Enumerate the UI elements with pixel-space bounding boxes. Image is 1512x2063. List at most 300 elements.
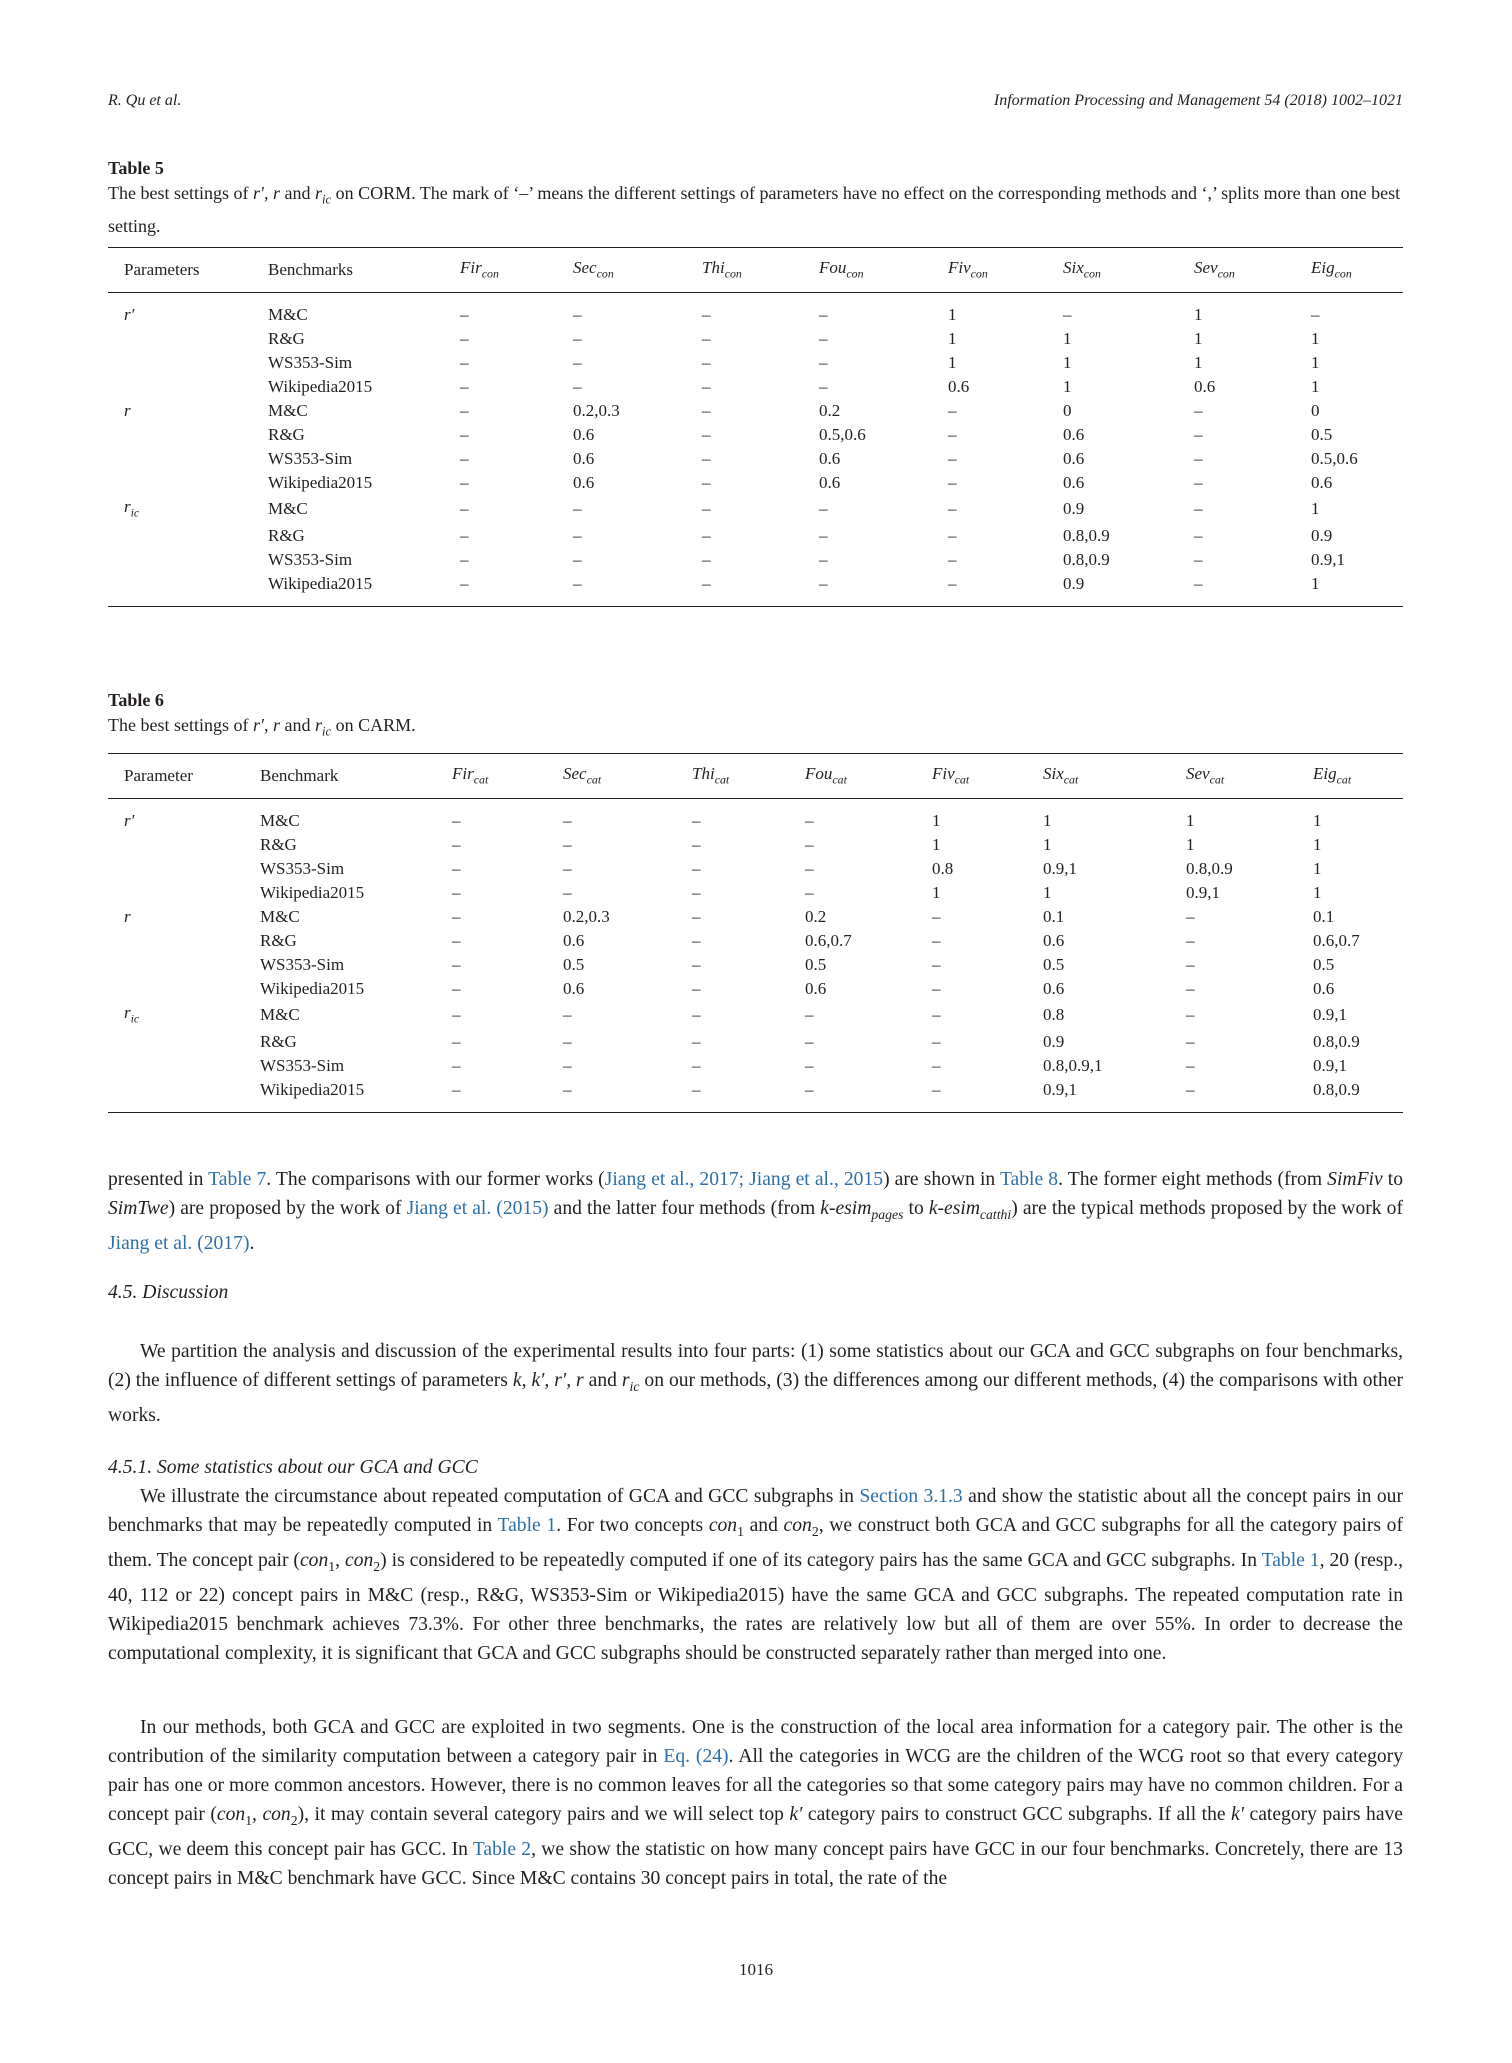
- param-symbol: r: [621, 1370, 630, 1391]
- value-cell: 0.9,1: [1311, 549, 1345, 569]
- text: .: [249, 1232, 255, 1254]
- parameter-cell: [108, 471, 268, 495]
- value-cell: 0.5: [563, 954, 585, 974]
- value-cell: 1: [1043, 834, 1052, 854]
- value-cell: 1: [1311, 376, 1320, 396]
- text: ) is considered to be repeatedly computed if one of its category pairs has the same GCA and GCC subgraphs. In: [380, 1549, 1262, 1571]
- value-cell: 1: [1313, 834, 1322, 854]
- text: In our methods, both GCA and GCC are exploited in two segments. One is the construction of the local area information for a category pair. The other is the contribution of the similarity computation between a category pair in: [108, 1717, 1403, 1767]
- column-header-sub: cat: [1063, 772, 1079, 787]
- column-header-base: Thi: [692, 763, 715, 783]
- value-cell: 0.6: [1194, 376, 1216, 396]
- header-journal: Information Processing and Management 54 (2018) 1002–1021: [993, 92, 1403, 109]
- value-cell: –: [1194, 448, 1203, 468]
- table-row: [108, 1030, 1403, 1054]
- value-cell: –: [1311, 304, 1320, 324]
- value-cell: –: [819, 525, 828, 545]
- column-header-sub: cat: [954, 772, 970, 787]
- value-cell: –: [948, 549, 957, 569]
- link-table2[interactable]: Table 2: [472, 1838, 532, 1860]
- column-header-sub: con: [846, 266, 864, 281]
- parameter-cell: [108, 548, 268, 572]
- caption-symbol: r: [314, 183, 322, 203]
- value-cell: –: [1186, 930, 1195, 950]
- link-table7[interactable]: Table 7: [208, 1169, 267, 1190]
- value-cell: –: [932, 1031, 941, 1051]
- symbol-sub: 1: [328, 1558, 336, 1574]
- text: to: [903, 1198, 929, 1219]
- column-header-method: [1313, 753, 1403, 798]
- benchmark-cell: Wikipedia2015: [260, 978, 365, 998]
- table5: [108, 247, 1403, 607]
- value-cell: 0.6: [573, 424, 595, 444]
- value-cell: 0.8,0.9: [1063, 549, 1110, 569]
- table6: [108, 753, 1403, 1113]
- link-jiang-2017[interactable]: Jiang et al. (2017): [108, 1232, 250, 1254]
- value-cell: –: [563, 1031, 572, 1051]
- param-symbols: k, k′, r′, r: [512, 1370, 584, 1391]
- value-cell: 0.6,0.7: [805, 930, 852, 950]
- text: ), it may contain several category pairs and we will select top: [297, 1804, 790, 1825]
- value-cell: –: [819, 573, 828, 593]
- parameter-cell: [108, 977, 260, 1001]
- symbol: con: [345, 1549, 374, 1571]
- text: We illustrate the circumstance about repeated computation of GCA and GCC subgraphs in: [140, 1486, 860, 1507]
- column-header-base: Sec: [563, 763, 587, 783]
- value-cell: –: [819, 328, 828, 348]
- value-cell: 0: [1063, 400, 1072, 420]
- text: and: [743, 1515, 784, 1536]
- column-header-sub: con: [970, 266, 988, 281]
- value-cell: –: [563, 858, 572, 878]
- value-cell: 0.9,1: [1313, 1055, 1347, 1075]
- column-header-method: [1194, 247, 1311, 292]
- value-cell: –: [702, 424, 711, 444]
- value-cell: –: [702, 328, 711, 348]
- value-cell: –: [692, 1055, 701, 1075]
- value-cell: –: [692, 930, 701, 950]
- column-header-sub: cat: [832, 772, 847, 787]
- table5-caption: [108, 180, 1403, 239]
- value-cell: 1: [1311, 573, 1320, 593]
- parameter-symbol: r: [124, 906, 131, 926]
- table-row: [108, 495, 1403, 524]
- value-cell: –: [1186, 1005, 1195, 1025]
- link-table8[interactable]: Table 8: [999, 1169, 1059, 1190]
- value-cell: –: [702, 304, 711, 324]
- value-cell: 0.2,0.3: [573, 400, 620, 420]
- page-number: 1016: [739, 1960, 773, 1979]
- value-cell: 1: [1194, 328, 1203, 348]
- column-header-parameter: Parameters: [124, 259, 200, 279]
- table-row: [108, 857, 1403, 881]
- value-cell: –: [692, 978, 701, 998]
- link-section-3-1-3[interactable]: Section 3.1.3: [859, 1486, 963, 1507]
- value-cell: 0.1: [1043, 906, 1065, 926]
- value-cell: 0.5: [805, 954, 827, 974]
- value-cell: 1: [948, 328, 957, 348]
- symbol: k′: [1231, 1804, 1245, 1825]
- column-header-base: Sev: [1186, 763, 1210, 783]
- value-cell: –: [452, 834, 461, 854]
- value-cell: –: [452, 882, 461, 902]
- value-cell: 0.5: [1313, 954, 1335, 974]
- value-cell: –: [573, 525, 582, 545]
- table6-block: [108, 688, 1403, 1113]
- table5-title: Table 5: [108, 158, 164, 178]
- value-cell: –: [452, 858, 461, 878]
- parameter-cell: [108, 399, 268, 423]
- link-jiang-2015[interactable]: Jiang et al. (2015): [406, 1198, 549, 1219]
- value-cell: –: [805, 1079, 814, 1099]
- value-cell: 0.8,0.9,1: [1043, 1055, 1103, 1075]
- paragraph-3: [108, 1482, 1403, 1668]
- column-header-base: Fou: [805, 763, 833, 783]
- value-cell: –: [702, 472, 711, 492]
- caption-text: on CORM. The mark of ‘–’ means the different settings of parameters have no effect on the corresponding methods and ‘,’ splits more than one best setting.: [108, 183, 1401, 236]
- value-cell: –: [1194, 499, 1203, 519]
- value-cell: –: [452, 1031, 461, 1051]
- benchmark-cell: WS353-Sim: [260, 954, 345, 974]
- method-sub: catthi: [979, 1206, 1012, 1222]
- table-row: [108, 977, 1403, 1001]
- value-cell: 1: [1311, 352, 1320, 372]
- value-cell: –: [460, 304, 469, 324]
- value-cell: 0.1: [1313, 906, 1335, 926]
- value-cell: –: [1186, 1079, 1195, 1099]
- caption-text: on CARM.: [331, 715, 416, 735]
- column-header-method: [702, 247, 819, 292]
- column-header-base: Fiv: [948, 257, 971, 277]
- parameter-cell: [108, 423, 268, 447]
- column-header-method: [932, 753, 1043, 798]
- column-header-base: Fou: [819, 257, 847, 277]
- value-cell: –: [573, 352, 582, 372]
- value-cell: –: [948, 448, 957, 468]
- column-header-sub: cat: [714, 772, 730, 787]
- value-cell: –: [573, 376, 582, 396]
- value-cell: –: [932, 1055, 941, 1075]
- value-cell: 0.6: [1043, 978, 1065, 998]
- value-cell: –: [460, 472, 469, 492]
- column-header-base: Fiv: [932, 763, 955, 783]
- value-cell: 0.6: [563, 978, 585, 998]
- parameter-cell: [108, 905, 260, 929]
- text: and the latter four methods (from: [548, 1198, 821, 1219]
- benchmark-cell: WS353-Sim: [268, 448, 353, 468]
- value-cell: 1: [1194, 352, 1203, 372]
- value-cell: –: [692, 1079, 701, 1099]
- value-cell: –: [563, 1079, 572, 1099]
- value-cell: –: [702, 448, 711, 468]
- table6-caption: [108, 712, 1403, 745]
- value-cell: 0.2: [819, 400, 841, 420]
- column-header-sub: con: [1334, 266, 1352, 281]
- value-cell: –: [460, 448, 469, 468]
- parameter-cell: [108, 1001, 260, 1030]
- value-cell: –: [573, 549, 582, 569]
- caption-text: and: [279, 715, 315, 735]
- value-cell: –: [1194, 400, 1203, 420]
- text: , we construct both GCA and GCC subgraphs for all the category pairs of them. The concept pair (: [108, 1515, 1403, 1571]
- value-cell: –: [460, 549, 469, 569]
- symbol: con: [783, 1515, 812, 1536]
- value-cell: 0.9,1: [1186, 882, 1220, 902]
- link-jiang-citations[interactable]: Jiang et al., 2017; Jiang et al., 2015: [604, 1169, 884, 1190]
- symbol-sub: 2: [373, 1558, 381, 1574]
- value-cell: –: [573, 573, 582, 593]
- value-cell: –: [1194, 525, 1203, 545]
- column-header-base: Eig: [1313, 763, 1337, 783]
- benchmark-cell: Wikipedia2015: [260, 882, 365, 902]
- table-row: [108, 447, 1403, 471]
- value-cell: 0.6: [819, 472, 841, 492]
- parameter-cell: [108, 1030, 260, 1054]
- benchmark-cell: WS353-Sim: [268, 549, 353, 569]
- column-header-sub: con: [1217, 266, 1235, 281]
- benchmark-cell: Wikipedia2015: [268, 376, 373, 396]
- value-cell: 0.8,0.9: [1313, 1079, 1360, 1099]
- column-header-benchmark: Benchmark: [260, 765, 339, 785]
- column-header-sub: con: [724, 266, 742, 281]
- table-row: [108, 375, 1403, 399]
- value-cell: 0.5,0.6: [1311, 448, 1358, 468]
- table-row: [108, 292, 1403, 327]
- section-heading-4-5-1: 4.5.1. Some statistics about our GCA and GCC: [108, 1457, 478, 1478]
- text: category pairs have GCC, we deem this concept pair has GCC. In: [108, 1804, 1404, 1860]
- table-row: [108, 881, 1403, 905]
- table-row: [108, 548, 1403, 572]
- table5-block: [108, 156, 1403, 607]
- value-cell: –: [932, 906, 941, 926]
- text: ) are proposed by the work of: [168, 1198, 407, 1219]
- table-row: [108, 1078, 1403, 1113]
- text: We partition the analysis and discussion of the experimental results into four parts: (1) some statistics about our GCA and GCC subgraphs on four benchmarks, (2) the influence of different settings of parameters: [108, 1341, 1403, 1391]
- table-row: [108, 1001, 1403, 1030]
- caption-symbol: r′: [252, 183, 264, 203]
- caption-text: The best settings of: [108, 183, 253, 203]
- value-cell: 0.6: [1313, 978, 1335, 998]
- value-cell: –: [702, 400, 711, 420]
- paragraph-2: [108, 1337, 1403, 1430]
- column-header-base: Thi: [702, 257, 725, 277]
- value-cell: –: [819, 352, 828, 372]
- table-row: [108, 905, 1403, 929]
- text: ,: [335, 1549, 345, 1571]
- value-cell: 1: [1313, 858, 1322, 878]
- value-cell: –: [702, 499, 711, 519]
- value-cell: –: [452, 930, 461, 950]
- parameter-cell: [108, 833, 260, 857]
- link-table1[interactable]: Table 1: [1261, 1549, 1320, 1571]
- value-cell: –: [819, 304, 828, 324]
- parameter-cell: [108, 524, 268, 548]
- text: presented in: [108, 1169, 209, 1190]
- value-cell: –: [452, 1055, 461, 1075]
- text: and show the statistic about all the concept pairs in our benchmarks that may be repeatedly computed in: [108, 1486, 1403, 1536]
- value-cell: 1: [1311, 328, 1320, 348]
- value-cell: 0.9,1: [1313, 1005, 1347, 1025]
- column-header-parameter: Parameter: [124, 765, 193, 785]
- symbol: con: [708, 1515, 738, 1536]
- value-cell: 1: [1043, 810, 1052, 830]
- value-cell: 0.6: [1063, 448, 1085, 468]
- value-cell: 0.8,0.9: [1313, 1031, 1360, 1051]
- value-cell: 1: [1186, 834, 1195, 854]
- symbol: con: [299, 1549, 329, 1571]
- link-table1[interactable]: Table 1: [497, 1515, 557, 1536]
- column-header-sub: cat: [586, 772, 602, 787]
- parameter-symbol: r′: [124, 810, 135, 830]
- column-header-method: [573, 247, 702, 292]
- column-header-method: [692, 753, 805, 798]
- column-header-sub: cat: [1209, 772, 1225, 787]
- value-cell: –: [460, 424, 469, 444]
- value-cell: 0.9,1: [1043, 1079, 1077, 1099]
- column-header-method: [563, 753, 692, 798]
- value-cell: 0.6: [948, 376, 970, 396]
- benchmark-cell: M&C: [260, 906, 300, 926]
- value-cell: 0.8: [932, 858, 954, 878]
- value-cell: 1: [1194, 304, 1203, 324]
- value-cell: –: [948, 573, 957, 593]
- value-cell: 0.6: [1311, 472, 1333, 492]
- value-cell: 1: [948, 352, 957, 372]
- column-header-sub: cat: [1336, 772, 1352, 787]
- method-name: k-esim: [820, 1198, 872, 1219]
- column-header-method: [1063, 247, 1194, 292]
- value-cell: –: [1063, 304, 1072, 324]
- parameter-symbol-sub: ic: [130, 504, 140, 519]
- value-cell: –: [805, 834, 814, 854]
- text: . The comparisons with our former works (: [266, 1169, 605, 1190]
- text: ,: [252, 1804, 263, 1825]
- link-eq-24[interactable]: Eq. (24): [663, 1746, 729, 1767]
- value-cell: –: [1194, 573, 1203, 593]
- text: . All the categories in WCG are the children of the WCG root so that every category pair has one or more common ancestors. However, there is no common leaves for all the categories so that some category pairs may have no common children. For a concept pair (: [108, 1746, 1404, 1825]
- value-cell: –: [948, 472, 957, 492]
- benchmark-cell: M&C: [268, 400, 308, 420]
- parameter-cell: [108, 929, 260, 953]
- table-row: [108, 423, 1403, 447]
- value-cell: –: [692, 1005, 701, 1025]
- parameter-symbol: r: [124, 496, 131, 516]
- value-cell: –: [563, 1055, 572, 1075]
- parameter-cell: [108, 857, 260, 881]
- symbol: con: [262, 1804, 291, 1825]
- table6-title: Table 6: [108, 690, 164, 710]
- symbol: k′: [789, 1804, 803, 1825]
- value-cell: 0.6: [1063, 424, 1085, 444]
- value-cell: 0.5,0.6: [819, 424, 866, 444]
- benchmark-cell: WS353-Sim: [260, 858, 345, 878]
- text: ) are shown in: [883, 1169, 1000, 1190]
- value-cell: –: [563, 1005, 572, 1025]
- symbol-sub: 2: [811, 1523, 819, 1539]
- value-cell: 1: [1063, 376, 1072, 396]
- parameter-symbol: r: [124, 400, 131, 420]
- column-header-method: [1311, 247, 1403, 292]
- value-cell: –: [1186, 1031, 1195, 1051]
- value-cell: 0.6,0.7: [1313, 930, 1360, 950]
- value-cell: 1: [932, 834, 941, 854]
- value-cell: 0.9: [1063, 573, 1085, 593]
- table-row: [108, 327, 1403, 351]
- parameter-cell: [108, 1054, 260, 1078]
- value-cell: 1: [1313, 810, 1322, 830]
- value-cell: –: [1186, 978, 1195, 998]
- text: . For two concepts: [556, 1515, 709, 1536]
- value-cell: –: [932, 978, 941, 998]
- column-header-method: [805, 753, 932, 798]
- value-cell: –: [932, 954, 941, 974]
- text: and: [583, 1370, 622, 1391]
- value-cell: 0.8,0.9: [1186, 858, 1233, 878]
- value-cell: –: [692, 954, 701, 974]
- value-cell: –: [805, 810, 814, 830]
- value-cell: –: [1194, 549, 1203, 569]
- benchmark-cell: Wikipedia2015: [260, 1079, 365, 1099]
- value-cell: –: [702, 525, 711, 545]
- paragraph-1: [108, 1165, 1403, 1258]
- value-cell: 0.5: [1043, 954, 1065, 974]
- value-cell: 1: [1313, 882, 1322, 902]
- value-cell: –: [819, 376, 828, 396]
- value-cell: –: [805, 882, 814, 902]
- table-row: [108, 399, 1403, 423]
- value-cell: –: [932, 1079, 941, 1099]
- text: , we show the statistic on how many concept pairs have GCC in our four benchmarks. Concretely, there are 13 concept pairs in M&C benchmark have GCC. Since M&C contains 30 concept pairs in total, the rate of the: [108, 1838, 1403, 1889]
- column-header-base: Six: [1043, 763, 1064, 783]
- value-cell: 0.8: [1043, 1005, 1065, 1025]
- caption-text: and: [279, 183, 315, 203]
- column-header-method: [1043, 753, 1186, 798]
- value-cell: –: [452, 906, 461, 926]
- value-cell: –: [460, 352, 469, 372]
- table-row: [108, 524, 1403, 548]
- header-authors: R. Qu et al.: [108, 92, 182, 109]
- column-header-sub: cat: [473, 772, 489, 787]
- table-row: [108, 471, 1403, 495]
- value-cell: 0.6: [1063, 472, 1085, 492]
- value-cell: –: [1186, 954, 1195, 974]
- value-cell: –: [692, 858, 701, 878]
- column-header-base: Fir: [460, 257, 482, 277]
- text: on our methods, (3) the differences among our different methods, (4) the comparisons with other works.: [108, 1370, 1404, 1426]
- value-cell: –: [702, 376, 711, 396]
- table-row: [108, 833, 1403, 857]
- text: to: [1382, 1169, 1404, 1190]
- text: , 20 (resp., 40, 112 or 22) concept pairs in M&C (resp., R&G, WS353-Sim or Wikipedia2015) have the same GCA and GCC subgraphs. The repeated computation rate in Wikipedia2015 benchmark achieves 73.3%. For other three benchmarks, the rates are relatively low but all of them are over 55%. In order to decrease the computational complexity, it is significant that GCA and GCC subgraphs should be constructed separately rather than merged into one.: [108, 1549, 1403, 1664]
- value-cell: 1: [1186, 810, 1195, 830]
- value-cell: 0.6: [563, 930, 585, 950]
- benchmark-cell: WS353-Sim: [268, 352, 353, 372]
- caption-symbol: r′: [252, 715, 264, 735]
- table-row: [108, 572, 1403, 607]
- caption-text: ,: [263, 183, 273, 203]
- parameter-cell: [108, 447, 268, 471]
- value-cell: –: [819, 549, 828, 569]
- value-cell: –: [452, 1079, 461, 1099]
- benchmark-cell: M&C: [260, 810, 300, 830]
- text: . The former eight methods (from: [1058, 1169, 1328, 1190]
- column-header-base: Sev: [1194, 257, 1218, 277]
- value-cell: 0.8,0.9: [1063, 525, 1110, 545]
- table-row: [108, 351, 1403, 375]
- value-cell: –: [460, 573, 469, 593]
- caption-symbol: r: [314, 715, 322, 735]
- parameter-cell: [108, 327, 268, 351]
